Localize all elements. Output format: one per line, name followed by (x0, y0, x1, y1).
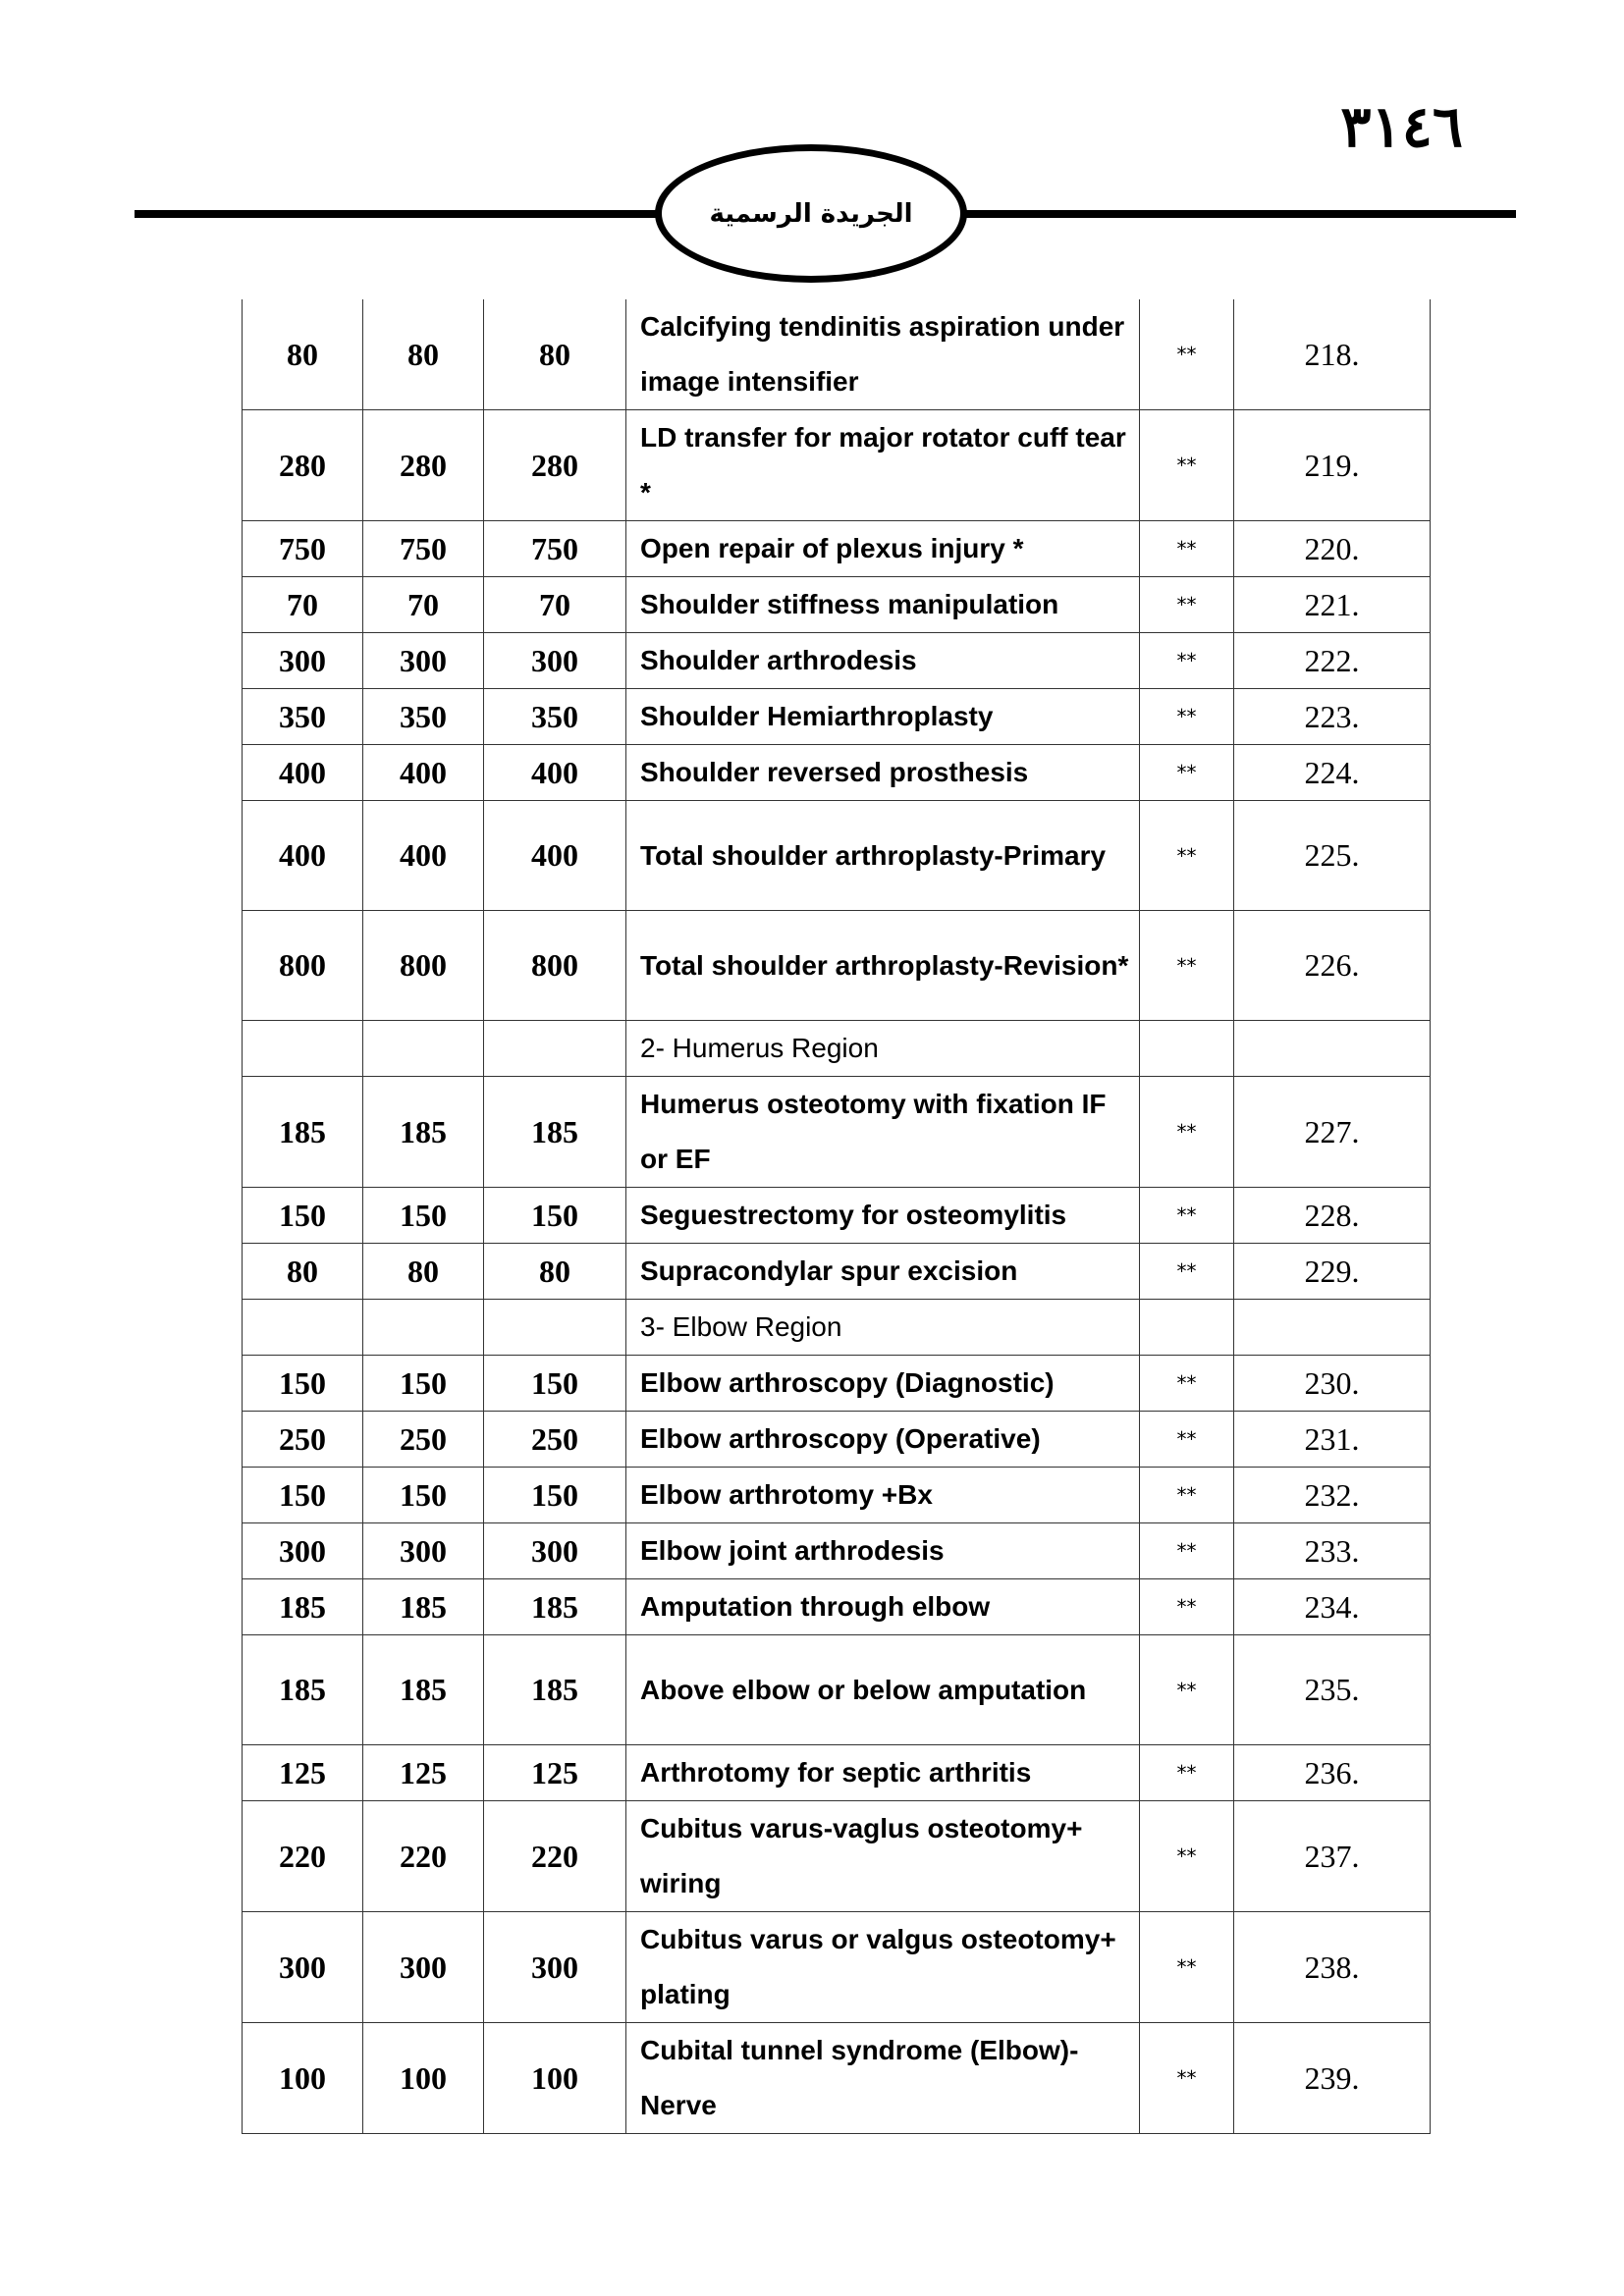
marker-cell: ** (1140, 1077, 1234, 1188)
fee-cell-3: 150 (484, 1188, 626, 1244)
table-row (243, 410, 1431, 521)
fee-cell-1: 80 (243, 299, 363, 410)
item-number: 219. (1234, 410, 1431, 521)
marker-cell (1140, 1021, 1234, 1077)
fee-cell-3: 400 (484, 745, 626, 801)
fee-cell-3: 750 (484, 521, 626, 577)
procedure-description: Cubitus varus or valgus osteotomy+ plating (626, 1912, 1140, 2023)
fee-cell-1: 350 (243, 689, 363, 745)
procedure-description: Elbow arthrotomy +Bx (626, 1468, 1140, 1523)
fee-cell-3: 300 (484, 1523, 626, 1579)
fee-cell-1: 150 (243, 1188, 363, 1244)
fee-cell-3: 220 (484, 1801, 626, 1912)
procedure-description: Shoulder stiffness manipulation (626, 577, 1140, 633)
fee-cell-2: 80 (363, 1244, 484, 1300)
fee-cell-2: 150 (363, 1356, 484, 1412)
item-number: 218. (1234, 299, 1431, 410)
fee-cell-2: 300 (363, 1912, 484, 2023)
page-number: ٣١٤٦ (1340, 93, 1463, 160)
procedure-description: Total shoulder arthroplasty-Primary (626, 801, 1140, 911)
fee-cell-1: 300 (243, 1523, 363, 1579)
item-number: 229. (1234, 1244, 1431, 1300)
fee-cell-3: 80 (484, 1244, 626, 1300)
fee-cell-2: 220 (363, 1801, 484, 1912)
marker-cell: ** (1140, 1188, 1234, 1244)
table-row (243, 1412, 1431, 1468)
table-row (243, 1188, 1431, 1244)
item-number: 239. (1234, 2023, 1431, 2134)
fee-cell-2: 350 (363, 689, 484, 745)
marker-cell: ** (1140, 1635, 1234, 1745)
marker-cell: ** (1140, 745, 1234, 801)
procedure-description: Cubitus varus-vaglus osteotomy+ wiring (626, 1801, 1140, 1912)
procedure-description: LD transfer for major rotator cuff tear * (626, 410, 1140, 521)
fee-cell-3: 185 (484, 1579, 626, 1635)
fee-cell-3: 150 (484, 1468, 626, 1523)
marker-cell: ** (1140, 1579, 1234, 1635)
table-row (243, 1356, 1431, 1412)
fee-cell-3: 125 (484, 1745, 626, 1801)
procedure-description: Elbow joint arthrodesis (626, 1523, 1140, 1579)
item-number: 238. (1234, 1912, 1431, 2023)
fee-cell-1: 750 (243, 521, 363, 577)
fee-cell-2: 80 (363, 299, 484, 410)
item-number: 225. (1234, 801, 1431, 911)
fee-cell-3: 100 (484, 2023, 626, 2134)
fee-cell-1: 400 (243, 745, 363, 801)
item-number: 234. (1234, 1579, 1431, 1635)
marker-cell: ** (1140, 410, 1234, 521)
fee-cell-1: 80 (243, 1244, 363, 1300)
procedure-description: Shoulder Hemiarthroplasty (626, 689, 1140, 745)
fee-cell-3: 80 (484, 299, 626, 410)
item-number: 227. (1234, 1077, 1431, 1188)
fee-cell-2: 300 (363, 1523, 484, 1579)
table-row (243, 1579, 1431, 1635)
fee-cell-3: 280 (484, 410, 626, 521)
fee-cell-3: 350 (484, 689, 626, 745)
fee-cell-2: 185 (363, 1579, 484, 1635)
marker-cell: ** (1140, 299, 1234, 410)
item-number: 236. (1234, 1745, 1431, 1801)
marker-cell: ** (1140, 577, 1234, 633)
fee-cell-3: 800 (484, 911, 626, 1021)
marker-cell: ** (1140, 801, 1234, 911)
fee-cell-1: 100 (243, 2023, 363, 2134)
fee-cell-1: 185 (243, 1579, 363, 1635)
procedure-description: Calcifying tendinitis aspiration under image intensifier (626, 299, 1140, 410)
table-row (243, 577, 1431, 633)
fee-cell-2 (363, 1021, 484, 1077)
fee-cell-2: 250 (363, 1412, 484, 1468)
procedure-description: Elbow arthroscopy (Diagnostic) (626, 1356, 1140, 1412)
table-row (243, 633, 1431, 689)
procedure-description: Humerus osteotomy with fixation IF or EF (626, 1077, 1140, 1188)
item-number: 221. (1234, 577, 1431, 633)
fee-cell-3: 300 (484, 633, 626, 689)
marker-cell: ** (1140, 1356, 1234, 1412)
table-row (243, 1745, 1431, 1801)
section-heading: 3- Elbow Region (626, 1300, 1140, 1356)
fee-cell-2: 185 (363, 1635, 484, 1745)
fee-cell-1: 220 (243, 1801, 363, 1912)
fee-cell-2: 70 (363, 577, 484, 633)
table-row (243, 1468, 1431, 1523)
gazette-title: الجريدة الرسمية (709, 198, 913, 229)
item-number: 222. (1234, 633, 1431, 689)
fee-cell-2: 800 (363, 911, 484, 1021)
table-row (243, 801, 1431, 911)
table-row (243, 745, 1431, 801)
fee-cell-3: 150 (484, 1356, 626, 1412)
marker-cell: ** (1140, 689, 1234, 745)
table-row (243, 2023, 1431, 2134)
marker-cell: ** (1140, 1468, 1234, 1523)
procedure-description: Total shoulder arthroplasty-Revision* (626, 911, 1140, 1021)
fee-table (242, 299, 1431, 2134)
item-number: 220. (1234, 521, 1431, 577)
section-row (243, 1021, 1431, 1077)
fee-cell-2: 400 (363, 745, 484, 801)
fee-cell-2: 150 (363, 1188, 484, 1244)
marker-cell: ** (1140, 1244, 1234, 1300)
fee-cell-1: 400 (243, 801, 363, 911)
gazette-title-oval (655, 144, 967, 283)
fee-cell-1: 185 (243, 1077, 363, 1188)
item-number: 223. (1234, 689, 1431, 745)
marker-cell: ** (1140, 2023, 1234, 2134)
fee-cell-1 (243, 1300, 363, 1356)
procedure-description: Open repair of plexus injury * (626, 521, 1140, 577)
marker-cell: ** (1140, 1412, 1234, 1468)
table-row (243, 1635, 1431, 1745)
item-number: 231. (1234, 1412, 1431, 1468)
item-number: 224. (1234, 745, 1431, 801)
fee-cell-1: 280 (243, 410, 363, 521)
item-number (1234, 1021, 1431, 1077)
fee-cell-1: 300 (243, 1912, 363, 2023)
fee-cell-2: 300 (363, 633, 484, 689)
procedure-description: Above elbow or below amputation (626, 1635, 1140, 1745)
procedure-description: Supracondylar spur excision (626, 1244, 1140, 1300)
item-number: 233. (1234, 1523, 1431, 1579)
fee-cell-3 (484, 1300, 626, 1356)
fee-cell-2: 150 (363, 1468, 484, 1523)
marker-cell: ** (1140, 1801, 1234, 1912)
fee-cell-1: 70 (243, 577, 363, 633)
fee-cell-2: 185 (363, 1077, 484, 1188)
marker-cell (1140, 1300, 1234, 1356)
marker-cell: ** (1140, 911, 1234, 1021)
table-row (243, 1244, 1431, 1300)
section-row (243, 1300, 1431, 1356)
fee-cell-1: 300 (243, 633, 363, 689)
fee-cell-1: 125 (243, 1745, 363, 1801)
table-row (243, 1912, 1431, 2023)
fee-cell-2 (363, 1300, 484, 1356)
item-number: 235. (1234, 1635, 1431, 1745)
item-number: 232. (1234, 1468, 1431, 1523)
fee-cell-1 (243, 1021, 363, 1077)
marker-cell: ** (1140, 1523, 1234, 1579)
fee-cell-3: 185 (484, 1077, 626, 1188)
item-number: 230. (1234, 1356, 1431, 1412)
procedure-description: Shoulder arthrodesis (626, 633, 1140, 689)
procedure-description: Shoulder reversed prosthesis (626, 745, 1140, 801)
table-row (243, 689, 1431, 745)
fee-cell-1: 150 (243, 1468, 363, 1523)
marker-cell: ** (1140, 1745, 1234, 1801)
table-row (243, 1077, 1431, 1188)
procedure-description: Cubital tunnel syndrome (Elbow)-Nerve (626, 2023, 1140, 2134)
table-row (243, 911, 1431, 1021)
marker-cell: ** (1140, 1912, 1234, 2023)
fee-cell-1: 800 (243, 911, 363, 1021)
procedure-description: Arthrotomy for septic arthritis (626, 1745, 1140, 1801)
procedure-description: Seguestrectomy for osteomylitis (626, 1188, 1140, 1244)
fee-cell-3: 70 (484, 577, 626, 633)
fee-cell-2: 400 (363, 801, 484, 911)
fee-cell-2: 100 (363, 2023, 484, 2134)
fee-cell-3: 185 (484, 1635, 626, 1745)
procedure-description: Amputation through elbow (626, 1579, 1140, 1635)
item-number: 226. (1234, 911, 1431, 1021)
fee-cell-1: 250 (243, 1412, 363, 1468)
marker-cell: ** (1140, 633, 1234, 689)
section-heading: 2- Humerus Region (626, 1021, 1140, 1077)
table-row (243, 299, 1431, 410)
table-row (243, 1801, 1431, 1912)
fee-cell-2: 125 (363, 1745, 484, 1801)
marker-cell: ** (1140, 521, 1234, 577)
fee-cell-3: 400 (484, 801, 626, 911)
fee-cell-3: 300 (484, 1912, 626, 2023)
table-row (243, 1523, 1431, 1579)
table-row (243, 521, 1431, 577)
fee-cell-2: 750 (363, 521, 484, 577)
item-number (1234, 1300, 1431, 1356)
fee-cell-1: 150 (243, 1356, 363, 1412)
procedure-description: Elbow arthroscopy (Operative) (626, 1412, 1140, 1468)
fee-cell-1: 185 (243, 1635, 363, 1745)
fee-cell-2: 280 (363, 410, 484, 521)
item-number: 228. (1234, 1188, 1431, 1244)
fee-cell-3 (484, 1021, 626, 1077)
item-number: 237. (1234, 1801, 1431, 1912)
fee-cell-3: 250 (484, 1412, 626, 1468)
